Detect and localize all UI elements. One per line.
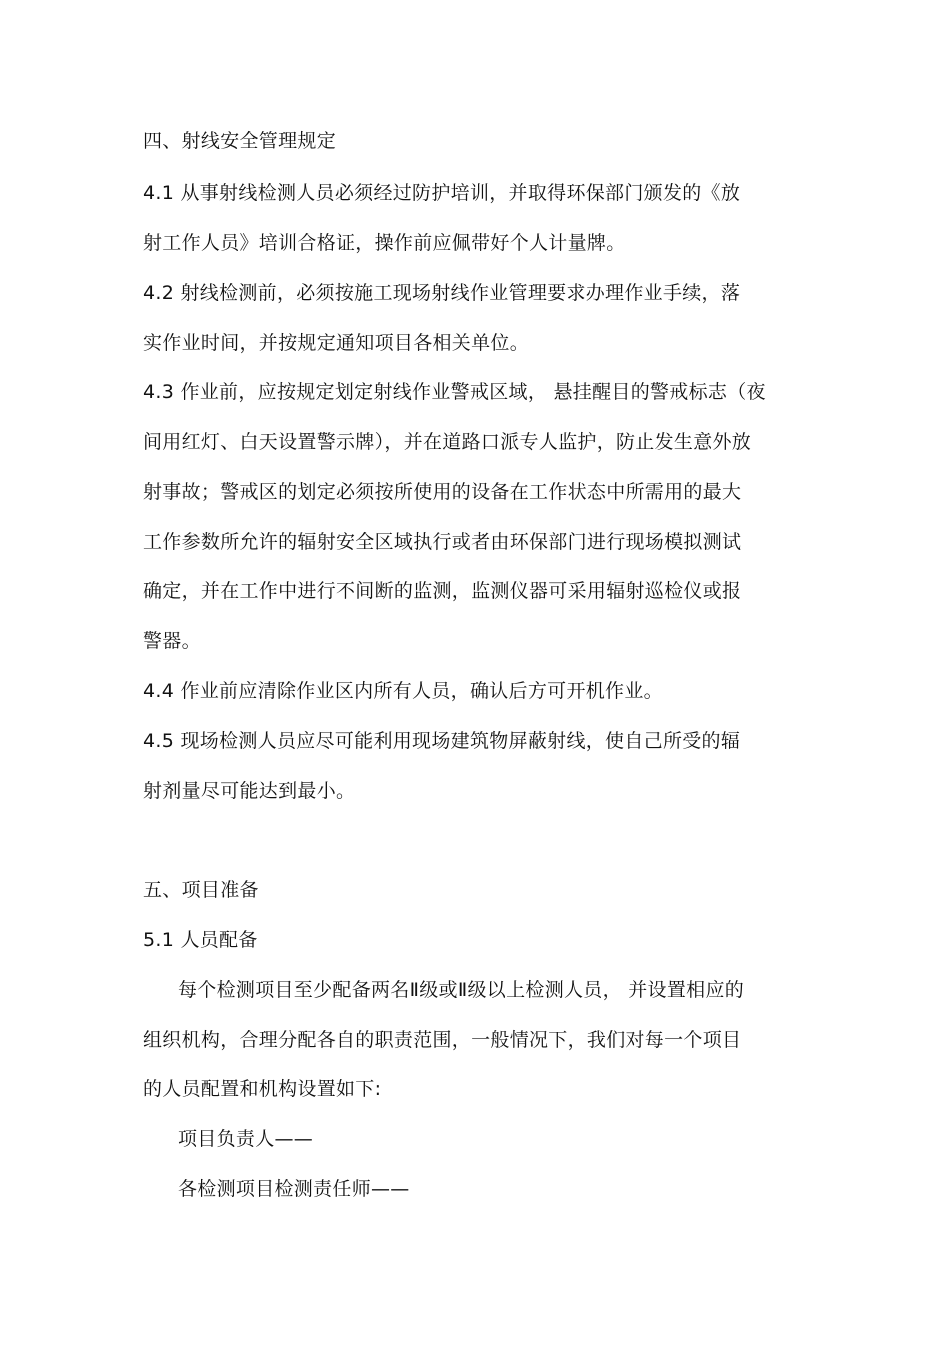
para-5-1-line-1: 每个检测项目至少配备两名Ⅱ级或Ⅱ级以上检测人员， 并设置相应的: [178, 979, 745, 1001]
role-inspection-engineer: 各检测项目检测责任师——: [178, 1178, 410, 1200]
para-4-3-line-1: 4.3 作业前，应按规定划定射线作业警戒区域， 悬挂醒目的警戒标志（夜: [143, 381, 766, 403]
para-4-3-line-3: 射事故；警戒区的划定必须按所使用的设备在工作状态中所需用的最大: [143, 481, 742, 503]
role-project-leader: 项目负责人——: [178, 1128, 314, 1150]
para-4-4-line-1: 4.4 作业前应清除作业区内所有人员，确认后方可开机作业。: [143, 680, 663, 702]
para-4-5-line-1: 4.5 现场检测人员应尽可能利用现场建筑物屏蔽射线，使自己所受的辐: [143, 730, 741, 752]
para-4-5-line-2: 射剂量尽可能达到最小。: [143, 780, 356, 802]
para-4-3-line-5: 确定，并在工作中进行不间断的监测，监测仪器可采用辐射巡检仪或报: [143, 580, 742, 602]
para-4-1-line-1: 4.1 从事射线检测人员必须经过防护培训，并取得环保部门颁发的《放: [143, 182, 741, 204]
section-5-heading: 五、项目准备: [143, 879, 259, 901]
section-4-heading: 四、射线安全管理规定: [143, 130, 337, 152]
para-4-3-line-2: 间用红灯、白天设置警示牌），并在道路口派专人监护，防止发生意外放: [143, 431, 752, 453]
para-4-2-line-2: 实作业时间，并按规定通知项目各相关单位。: [143, 332, 530, 354]
para-4-1-line-2: 射工作人员》培训合格证，操作前应佩带好个人计量牌。: [143, 232, 626, 254]
para-5-1-line-3: 的人员配置和机构设置如下:: [143, 1078, 382, 1100]
para-4-3-line-6: 警器。: [143, 630, 201, 652]
subsection-5-1-heading: 5.1 人员配备: [143, 929, 258, 951]
para-4-2-line-1: 4.2 射线检测前，必须按施工现场射线作业管理要求办理作业手续，落: [143, 282, 741, 304]
para-4-3-line-4: 工作参数所允许的辐射安全区域执行或者由环保部门进行现场模拟测试: [143, 531, 742, 553]
para-5-1-line-2: 组织机构，合理分配各自的职责范围，一般情况下，我们对每一个项目: [143, 1029, 742, 1051]
